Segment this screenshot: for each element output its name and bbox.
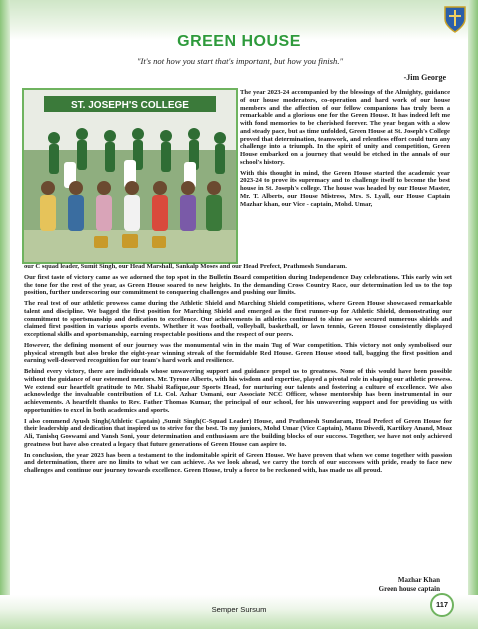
intro-paragraph-2: With this thought in mind, the Green House started the academic year 2023-24 to prove its supremacy and to challenge itself to become the best house in St. Joseph's college. The house was headed by our House Master, Mr. T. Alberts, our House Mistress, Mrs. S. Lyall, our House Captain Mazhar khan, our Vice - captain, Mohd. Umar, bbox=[240, 169, 450, 208]
quote-text: "It's not how you start that's important, but how you finish." bbox=[136, 56, 344, 66]
signature-role: Green house captain bbox=[378, 585, 440, 593]
group-photo bbox=[22, 88, 238, 264]
quote-author: -Jim George bbox=[403, 73, 446, 82]
paragraph-continuation: our C squad leader, Sumit Singh, our Head Marshall, Sankalp Moses and our Head Prefect, Prathmesh Sundaram. bbox=[24, 263, 347, 270]
signature-name: Mazhar Khan bbox=[397, 576, 440, 584]
left-border-decoration bbox=[0, 0, 10, 629]
right-border-decoration bbox=[468, 0, 478, 629]
page-title: GREEN HOUSE bbox=[177, 33, 301, 50]
intro-column bbox=[240, 89, 450, 208]
paragraph-conclusion: In conclusion, the year 2023 has been a testament to the indomitable spirit of Green House. We have proven that when we come together with passion and determination, there are no limits to what we can achieve. As we look ahead, we carry the torch of our successes with pride, ready to face new challenges and continue our journey towards excellence. Green House, truly a force to be reckoned with, has made us all proud. bbox=[24, 451, 452, 474]
signature-block bbox=[379, 576, 440, 594]
photo-banner-text: ST. JOSEPH'S COLLEGE bbox=[71, 100, 189, 111]
school-crest-icon bbox=[442, 4, 468, 34]
footer-motto: Semper Sursum bbox=[211, 605, 267, 614]
intro-paragraph-1: The year 2023-24 accompanied by the blessings of the Almighty, guidance of our house moderators, co-operation and hard work of our house members and the affection of our fellow companions has truly been a remarkable and a glorious one for the Green House. It has indeed left me with fond memories to be cherished forever. The year began with a slow and steady pace, but as time unfolded, Green House at St. Joseph's College proved that determination, teamwork, and relentless effort could turn any challenge into a triumph. In the spirit of unity and competition, Green House embarked on a journey that would be etched in the annals of our school's history. bbox=[240, 89, 450, 166]
paragraph-mentors: Behind every victory, there are individuals whose unwavering support and guidance propel us to greatness. None of this would have been possible without the guidance of our esteemed mentors. Mr. Tyrone Alberts, with his wisdom and expertise, played a pivotal role in shaping our athletic prowess. We extend our heartfelt gratitude to Mr. Shabi Rafique,our Sports Head, for nurturing our talents and fostering a culture of excellence. We also acknowledge the invaluable contribution of Lt. Col. Azhar Usmani, our Associate NCC Officer, whose mentorship has been instrumental in our achievements. A heartfelt thanks to Rev. Father Thomas Kumar, the principal of our school, for his unwavering support and for providing us with opportunities to excel in both academics and sports. bbox=[24, 368, 452, 414]
paragraph-athletic-shield: The real test of our athletic prowess came during the Athletic Shield and Marching Shield competitions, where Green House showcased remarkable talent and discipline. We bagged the first position for Marching Shield and emerged as the first runner-up for Athletic Shield, demonstrating our commitment to sportsmanship and dedication to excellence. Our achievements in athletics continued to shine as we secured numerous shields and claimed first position in various sports events. Whether it was football, volleyball, basketball, or lawn tennis, Green House consistently displayed exceptional skills and sportsmanship, earning respectable positions and the respect of our peers. bbox=[24, 300, 452, 338]
body-text bbox=[24, 263, 452, 478]
paragraph-commendations: I also commend Ayush Singh(Athletic Captain) ,Sumit Singh(C-Squad Leader) House, and Prathmesh Sundaram, Head Prefect of Green House for their leadership and dedication that inspired us to strive for the best. To my juniors, Mohd Umar (Vice Captain), Manu Diwedi, Kartikey Anand, Moaz Ali, Tanishq Goswami and Vansh Soni, your determination and enthusiasm are the building blocks of our success. Together, we have not only achieved greatness but have also created a legacy that future generations of Green House can aspire to. bbox=[24, 417, 452, 448]
page-number: 117 bbox=[430, 593, 454, 617]
paragraph-tug-of-war: However, the defining moment of our journey was the monumental win in the main Tug of War competition. This victory not only symbolised our physical strength but also broke the eight-year winning streak of the formidable Red House. Green House stood tall, bagging the first position and earning well-deserved recognition for our team's hard work and resilience. bbox=[24, 341, 452, 365]
paragraph-bulletin-board: Our first taste of victory came as we adorned the top spot in the Bulletin Board competition during Independence Day celebrations. This early win set the tone for the rest of the year, as Green House soared to new heights. In the demanding Cross Country Race, our determination led us to the top position, further underscoring our commitment to conquering challenges and pushing our limits. bbox=[24, 273, 452, 297]
